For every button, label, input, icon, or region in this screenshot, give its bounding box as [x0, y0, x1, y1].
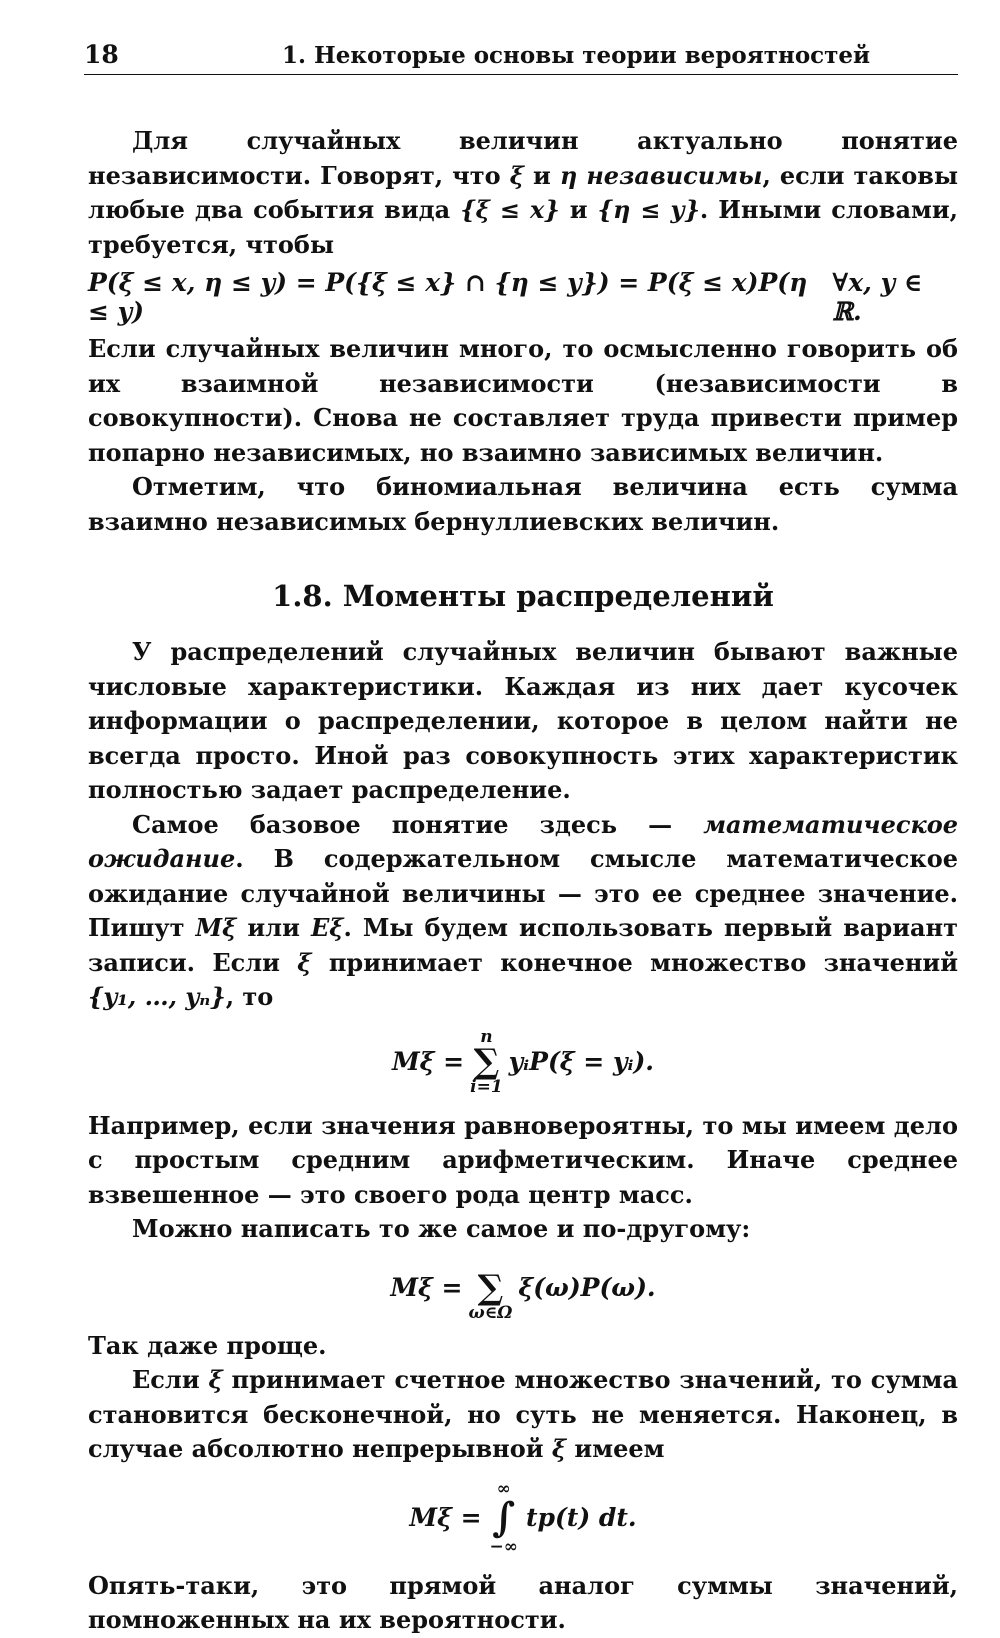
term-independent: независимы [577, 160, 763, 190]
term-expectation: математическое ожидание [88, 809, 958, 873]
expectation-paragraph: Самое базовое понятие здесь — математическое ожидание. В содержательном смысле математическое ожидание случайной величины — это ее среднее значение. Пишут Mξ или Eξ. Мы будем использовать первый вариант записи. Если ξ принимает конечное множество значений {y₁, …, yₙ}, то [88, 809, 959, 1011]
quantifier: ∀x, y ∈ ℝ. [832, 268, 923, 326]
page-number: 18 [84, 40, 119, 69]
independence-paragraph: Для случайных величин актуально понятие независимости. Говорят, что ξ и η независимы, если таковы любые два события вида {ξ ≤ x} и {η ≤ y}. Иными словами, требуется, чтобы [88, 126, 959, 259]
alternative-form-paragraph: Можно написать то же самое и по-другому: [132, 1214, 751, 1243]
running-header [84, 38, 958, 75]
integral-formula: Mξ = ∞ ∫ −∞ tp(t) dt. [409, 1478, 637, 1557]
simpler-paragraph: Так даже проще. [88, 1330, 327, 1360]
analog-paragraph: Опять-таки, это прямой аналог суммы значений, помноженных на их вероятности. [88, 1570, 958, 1634]
moments-intro-paragraph: У распределений случайных величин бывают важные числовые характеристики. Каждая из них дает кусочек информации о распределении, которое в целом найти не всегда просто. Иной раз совокупность этих характеристик полностью задает распределение. [88, 637, 958, 804]
page-content [88, 124, 958, 1638]
sum-symbol: ∑ ω∈Ω [468, 1267, 513, 1323]
sum-symbol: n ∑ i=1 [470, 1026, 503, 1097]
integral-symbol: ∞ ∫ −∞ [489, 1478, 518, 1557]
omega-sum-formula: Mξ = ∑ ω∈Ω ξ(ω)P(ω). [88, 1253, 958, 1323]
independence-formula: P(ξ ≤ x, η ≤ y) = P({ξ ≤ x} ∩ {η ≤ y}) = P(ξ ≤ x)P(η ≤ y) ∀x, y ∈ ℝ. [88, 268, 958, 326]
continuous-paragraph: Если ξ принимает счетное множество значений, то сумма становится бесконечной, но суть не меняется. Наконец, в случае абсолютно непрерывной ξ имеем [88, 1365, 959, 1463]
finite-expectation-formula: Mξ = n ∑ i=1 yᵢP(ξ = yᵢ). [391, 1026, 654, 1097]
running-title: 1. Некоторые основы теории вероятностей [282, 42, 871, 69]
section-title: 1.8. Моменты распределений [272, 579, 774, 613]
mutual-independence-paragraph: Если случайных величин много, то осмысленно говорить об их взаимной независимости (независимости в совокупности). Снова не составляет труда привести пример попарно независимых, но взаимно зависимых величин. [88, 334, 958, 467]
binomial-paragraph: Отметим, что биномиальная величина есть сумма взаимно независимых бернуллиевских величин. [88, 472, 958, 536]
weighted-mean-paragraph: Например, если значения равновероятны, то мы имеем дело с простым средним арифметическим. Иначе среднее взвешенное — это своего рода центр масс. [88, 1110, 958, 1209]
